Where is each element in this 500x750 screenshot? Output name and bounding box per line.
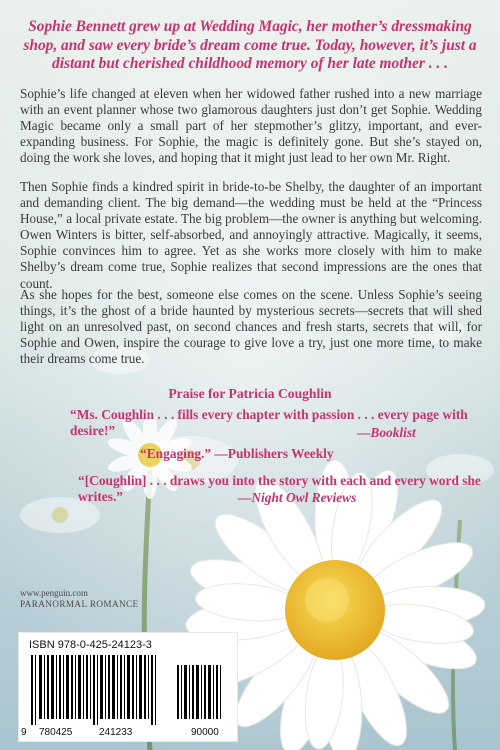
review-source-3: —Night Owl Reviews bbox=[238, 490, 357, 505]
review-quote-2: “Engaging.” —Publishers Weekly bbox=[140, 446, 334, 461]
publisher-url: www.penguin.com bbox=[20, 588, 88, 598]
genre-label: PARANORMAL ROMANCE bbox=[20, 599, 139, 609]
review-quote-1: “Ms. Coughlin . . . fills every chapter with passion . . . every page with desire!” bbox=[70, 407, 468, 438]
barcode-panel bbox=[18, 632, 238, 742]
barcode-digits-left: 780425 bbox=[39, 727, 73, 738]
review-quote-3: “[Coughlin] . . . draws you into the story with each and every word she writes.” bbox=[78, 473, 481, 504]
barcode-addon-digits: 90000 bbox=[191, 727, 219, 738]
description-paragraph-2: Then Sophie finds a kindred spirit in bride-to-be Shelby, the daughter of an important and demanding client. The big demand—the wedding must be held at the “Princess House,” a local private estate. The big problem—the owner is anything but welcoming. Owen Winters is bitter, self-absorbed, and annoyingly attractive. Magically, it seems, Sophie convinces him to agree. Yet as she works more closely with him to make Shelby’s dream come true, Sophie realizes that second impressions are the ones that count. bbox=[20, 179, 482, 291]
tagline: Sophie Bennett grew up at Wedding Magic, her mother’s dressmaking shop, and saw every bride’s dream come true. Today, however, it’s just a distant but cherished childhood memory of her late mother . . . bbox=[23, 18, 477, 73]
barcode-icon bbox=[29, 655, 229, 725]
barcode-digit-prefix: 9 bbox=[21, 727, 27, 738]
praise-heading: Praise for Patricia Coughlin bbox=[168, 386, 332, 401]
barcode-digits-right: 241233 bbox=[99, 727, 133, 738]
description-paragraph-1: Sophie’s life changed at eleven when her widowed father rushed into a new marriage with an event planner whose two glamorous daughters just don’t get Sophie. Wedding Magic became only a small part of her stepmother’s glitzy, important, and ever-expanding business. For Sophie, the magic is definitely gone. But she’s stayed on, doing the work she loves, and hoping that it might just lead to her own Mr. Right. bbox=[20, 86, 482, 166]
isbn-label: ISBN 978-0-425-24123-3 bbox=[29, 639, 152, 651]
description-paragraph-3: As she hopes for the best, someone else comes on the scene. Unless Sophie’s seeing things, it’s the ghost of a bride haunted by mysterious secrets—secrets that will shed light on an unresolved past, on second chances and fresh starts, secrets that will, for Sophie and Owen, inspire the courage to give love a try, just one more time, to make their dreams come true. bbox=[20, 287, 482, 367]
review-source-1: —Booklist bbox=[357, 425, 416, 440]
